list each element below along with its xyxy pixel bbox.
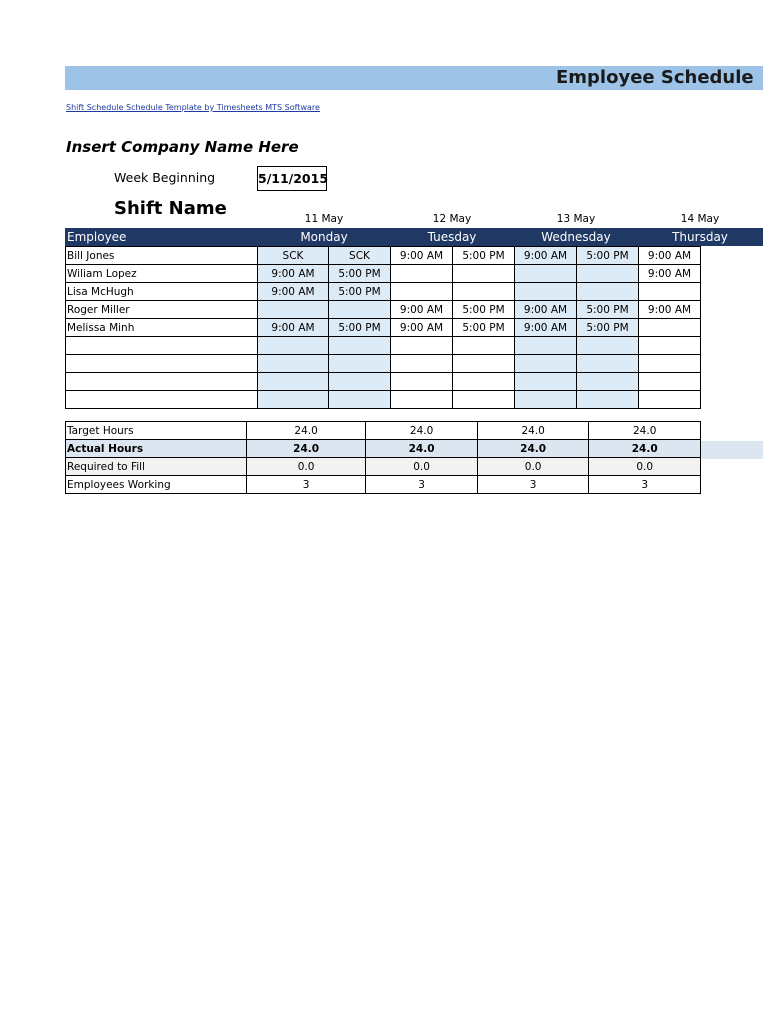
- shift-time-cell[interactable]: 9:00 AM: [515, 247, 577, 265]
- day-header: Tuesday: [427, 230, 477, 244]
- shift-time-cell[interactable]: [515, 265, 577, 283]
- shift-time-cell[interactable]: [391, 373, 453, 391]
- day-date: 12 May: [432, 213, 472, 225]
- shift-time-cell[interactable]: [391, 337, 453, 355]
- shift-time-cell[interactable]: 9:00 AM: [515, 319, 577, 337]
- shift-time-cell[interactable]: [577, 283, 639, 301]
- summary-value: 24.0: [477, 440, 589, 458]
- shift-time-cell[interactable]: [258, 301, 329, 319]
- actual-hours-band-extension: [701, 441, 763, 459]
- shift-time-cell[interactable]: [329, 355, 391, 373]
- summary-row: [66, 476, 701, 494]
- employee-name-cell[interactable]: [66, 337, 258, 355]
- shift-time-cell[interactable]: [639, 319, 701, 337]
- shift-time-cell[interactable]: 5:00 PM: [329, 283, 391, 301]
- day-header: Thursday: [672, 230, 728, 244]
- summary-value: 24.0: [366, 440, 478, 458]
- summary-value: 3: [477, 476, 589, 494]
- shift-time-cell[interactable]: 5:00 PM: [577, 247, 639, 265]
- table-row: [66, 283, 701, 301]
- employee-name-cell[interactable]: Melissa Minh: [66, 319, 258, 337]
- day-header: Monday: [300, 230, 348, 244]
- shift-time-cell[interactable]: 5:00 PM: [329, 319, 391, 337]
- shift-time-cell[interactable]: [391, 391, 453, 409]
- shift-time-cell[interactable]: 9:00 AM: [258, 265, 329, 283]
- shift-time-cell[interactable]: [577, 337, 639, 355]
- shift-time-cell[interactable]: [258, 337, 329, 355]
- shift-time-cell[interactable]: [453, 355, 515, 373]
- shift-time-cell[interactable]: 9:00 AM: [391, 301, 453, 319]
- shift-time-cell[interactable]: 9:00 AM: [515, 301, 577, 319]
- summary-value: 24.0: [366, 422, 478, 440]
- table-row: [66, 337, 701, 355]
- shift-time-cell[interactable]: [391, 283, 453, 301]
- shift-time-cell[interactable]: [329, 301, 391, 319]
- shift-time-cell[interactable]: [577, 391, 639, 409]
- employee-column-header: Employee: [67, 230, 127, 244]
- shift-time-cell[interactable]: [329, 337, 391, 355]
- shift-time-cell[interactable]: 9:00 AM: [391, 319, 453, 337]
- shift-time-cell[interactable]: [515, 373, 577, 391]
- schedule-grid: [65, 213, 728, 513]
- week-beginning-label: Week Beginning: [114, 170, 216, 185]
- employee-name-cell[interactable]: [66, 391, 258, 409]
- shift-time-cell[interactable]: [639, 391, 701, 409]
- table-row: [66, 319, 701, 337]
- summary-value: 3: [589, 476, 701, 494]
- summary-label: Target Hours: [66, 422, 247, 440]
- shift-time-cell[interactable]: [258, 391, 329, 409]
- shift-time-cell[interactable]: [453, 283, 515, 301]
- shift-time-cell[interactable]: [329, 391, 391, 409]
- employee-name-cell[interactable]: Roger Miller: [66, 301, 258, 319]
- employee-name-cell[interactable]: Bill Jones: [66, 247, 258, 265]
- shift-time-cell[interactable]: [258, 373, 329, 391]
- shift-time-cell[interactable]: [258, 355, 329, 373]
- summary-value: 24.0: [589, 440, 701, 458]
- shift-time-cell[interactable]: 9:00 AM: [258, 283, 329, 301]
- day-date: 11 May: [304, 213, 344, 225]
- shift-time-cell[interactable]: [515, 283, 577, 301]
- shift-time-cell[interactable]: [515, 337, 577, 355]
- shift-time-cell[interactable]: 9:00 AM: [639, 301, 701, 319]
- shift-name[interactable]: Shift Name: [114, 198, 227, 219]
- summary-value: 24.0: [246, 422, 365, 440]
- shift-time-cell[interactable]: [453, 391, 515, 409]
- shift-time-cell[interactable]: 5:00 PM: [329, 265, 391, 283]
- shift-time-cell[interactable]: [577, 265, 639, 283]
- shift-time-cell[interactable]: [515, 391, 577, 409]
- shift-time-cell[interactable]: [391, 265, 453, 283]
- day-date: 13 May: [556, 213, 596, 225]
- shift-time-cell[interactable]: 5:00 PM: [453, 247, 515, 265]
- day-date: 14 May: [680, 213, 720, 225]
- shift-time-cell[interactable]: [639, 373, 701, 391]
- page-title: Employee Schedule: [556, 67, 754, 88]
- summary-label: Required to Fill: [66, 458, 247, 476]
- summary-value: 3: [366, 476, 478, 494]
- summary-value: 0.0: [366, 458, 478, 476]
- employee-name-cell[interactable]: Wiliam Lopez: [66, 265, 258, 283]
- summary-value: 0.0: [477, 458, 589, 476]
- shift-time-cell[interactable]: [329, 373, 391, 391]
- summary-value: 3: [246, 476, 365, 494]
- summary-value: 0.0: [589, 458, 701, 476]
- summary-value: 24.0: [246, 440, 365, 458]
- shift-time-cell[interactable]: [577, 373, 639, 391]
- table-row: [66, 301, 701, 319]
- shift-time-cell[interactable]: [391, 355, 453, 373]
- week-beginning-input[interactable]: 5/11/2015: [257, 166, 327, 191]
- shift-time-cell[interactable]: SCK: [329, 247, 391, 265]
- summary-row: [66, 440, 701, 458]
- summary-value: 0.0: [246, 458, 365, 476]
- shift-time-cell[interactable]: [453, 265, 515, 283]
- summary-row: [66, 422, 701, 440]
- summary-value: 24.0: [477, 422, 589, 440]
- company-name[interactable]: Insert Company Name Here: [66, 138, 299, 156]
- shift-time-cell[interactable]: 9:00 AM: [258, 319, 329, 337]
- shift-time-cell[interactable]: [639, 355, 701, 373]
- shift-time-cell[interactable]: [577, 355, 639, 373]
- table-row: [66, 265, 701, 283]
- shift-time-cell[interactable]: 9:00 AM: [639, 265, 701, 283]
- employee-name-cell[interactable]: [66, 373, 258, 391]
- shift-time-cell[interactable]: [453, 373, 515, 391]
- table-row: [66, 247, 701, 265]
- table-row: [66, 355, 701, 373]
- summary-row: [66, 458, 701, 476]
- shift-time-cell[interactable]: 9:00 AM: [391, 247, 453, 265]
- shift-time-cell[interactable]: 5:00 PM: [453, 319, 515, 337]
- summary-value: 24.0: [589, 422, 701, 440]
- shift-time-cell[interactable]: 5:00 PM: [577, 319, 639, 337]
- shift-time-cell[interactable]: [515, 355, 577, 373]
- shift-time-cell[interactable]: 5:00 PM: [453, 301, 515, 319]
- title-clip: [65, 66, 754, 90]
- summary-label: Actual Hours: [66, 440, 247, 458]
- shift-time-cell[interactable]: [453, 337, 515, 355]
- shift-time-cell[interactable]: [639, 283, 701, 301]
- table-row: [66, 391, 701, 409]
- table-row: [66, 373, 701, 391]
- shift-time-cell[interactable]: [639, 337, 701, 355]
- summary-label: Employees Working: [66, 476, 247, 494]
- shift-time-cell[interactable]: 9:00 AM: [639, 247, 701, 265]
- shift-time-cell[interactable]: 5:00 PM: [577, 301, 639, 319]
- employee-name-cell[interactable]: Lisa McHugh: [66, 283, 258, 301]
- summary-table: [65, 421, 701, 494]
- schedule-table: [65, 246, 701, 409]
- template-link[interactable]: Shift Schedule Schedule Template by Timesheets MTS Software: [66, 103, 320, 112]
- day-header: Wednesday: [541, 230, 611, 244]
- employee-name-cell[interactable]: [66, 355, 258, 373]
- shift-time-cell[interactable]: SCK: [258, 247, 329, 265]
